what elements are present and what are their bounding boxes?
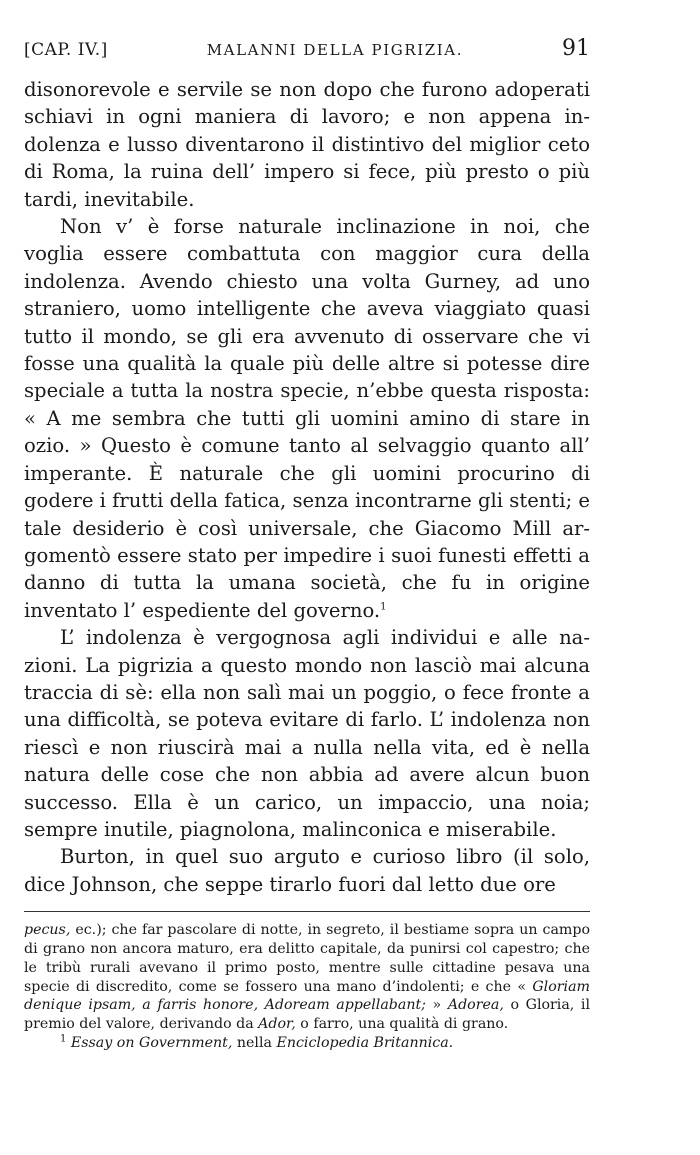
footnote-italic-ador: Ador, [258,1016,296,1033]
paragraph-1: disonorevole e servile se non dopo che furono adoperati schiavi in ogni maniera di lavoro; e non appena indolenza e lusso diventarono il distintivo del miglior ceto di Roma, la ruina dell’ impero si fece, più presto o più tardi, inevitabile. [24,78,590,211]
body-text [24,76,590,898]
page-number: 91 [562,36,590,61]
footnote-latin-quote: Gloriam denique ipsam, a farris honore, Adoream appellabant; [24,978,590,1014]
footnotes [24,921,590,1053]
footnote-text-c: o Gloria, il premio del valore, derivando da [24,997,590,1033]
running-title: MALANNI DELLA PIGRIZIA. [206,41,464,59]
footnote-text-b: » [425,997,448,1014]
footnote-1-source: Enciclopedia Britannica. [276,1034,454,1051]
paragraph-2-text: Non v’ è forse naturale inclinazione in noi, che voglia essere combattuta con maggior cura della indolenza. Avendo chiesto una volta Gurney, ad uno straniero, uomo intelligente che aveva viaggiato quasi tutto il mondo, se gli era avvenuto di osservare che vi fosse una qualità la quale più delle altre si potesse dire speciale a tutta la nostra specie, n’ebbe questa risposta: « A me sembra che tutti gli uomini amino di stare in ozio. » Questo è comune tanto al selvaggio quanto all’ imperante. È naturale che gli uomini procurino di godere i frutti della fatica, senza incontrarne gli stenti; e tale desiderio è così universale, che Giacomo Mill argomentò essere stato per impedire i suoi funesti effetti a danno di tutta la umana società, che fu in origine inventato l’ espediente del governo. [24,215,590,622]
footnote-1 [24,1034,590,1053]
paragraph-3: L’ indolenza è vergognosa agli individui e alle nazioni. La pigrizia a questo mondo non lasciò mai alcuna traccia di sè: ella non salì mai un poggio, o fece fronte a una difficoltà, se poteva evitare di farlo. L’ indolenza non riescì e non riuscirà mai a nulla nella vita, ed è nella natura delle cose che non abbia ad avere alcun buon successo. Ella è un carico, un impaccio, una noia; sempre inutile, piagnolona, malinconica e miserabile. [24,626,590,841]
running-header [24,36,590,72]
footnote-italic-pecus: pecus, [24,922,71,939]
footnote-italic-adorea: Adorea, [447,997,504,1014]
footnote-reference: 1 [380,601,387,613]
footnote-1-mark: 1 [60,1033,67,1045]
footnote-1-text: nella [232,1034,277,1051]
footnote-divider [24,911,590,912]
footnote-1-title: Essay on Government, [70,1034,233,1051]
paragraph-4: Burton, in quel suo arguto e curioso libro (il solo, dice Johnson, che seppe tirarlo fuori dal letto due ore [24,845,590,896]
footnote-text-d: o farro, una qualità di grano. [295,1016,509,1033]
footnote-continued [24,921,590,1034]
footnote-text-a: ec.); che far pascolare di notte, in segreto, il bestiame sopra un campo di grano non ancora maturo, era delitto capitale, da punirsi col capestro; che le tribù rurali avevano il primo posto, mentre sulle cittadine pesava una specie di discredito, come se fossero una mano d’indolenti; e che « [24,922,590,995]
chapter-label: [CAP. IV.] [24,40,108,60]
book-page [24,36,590,1053]
paragraph-2 [24,213,590,624]
